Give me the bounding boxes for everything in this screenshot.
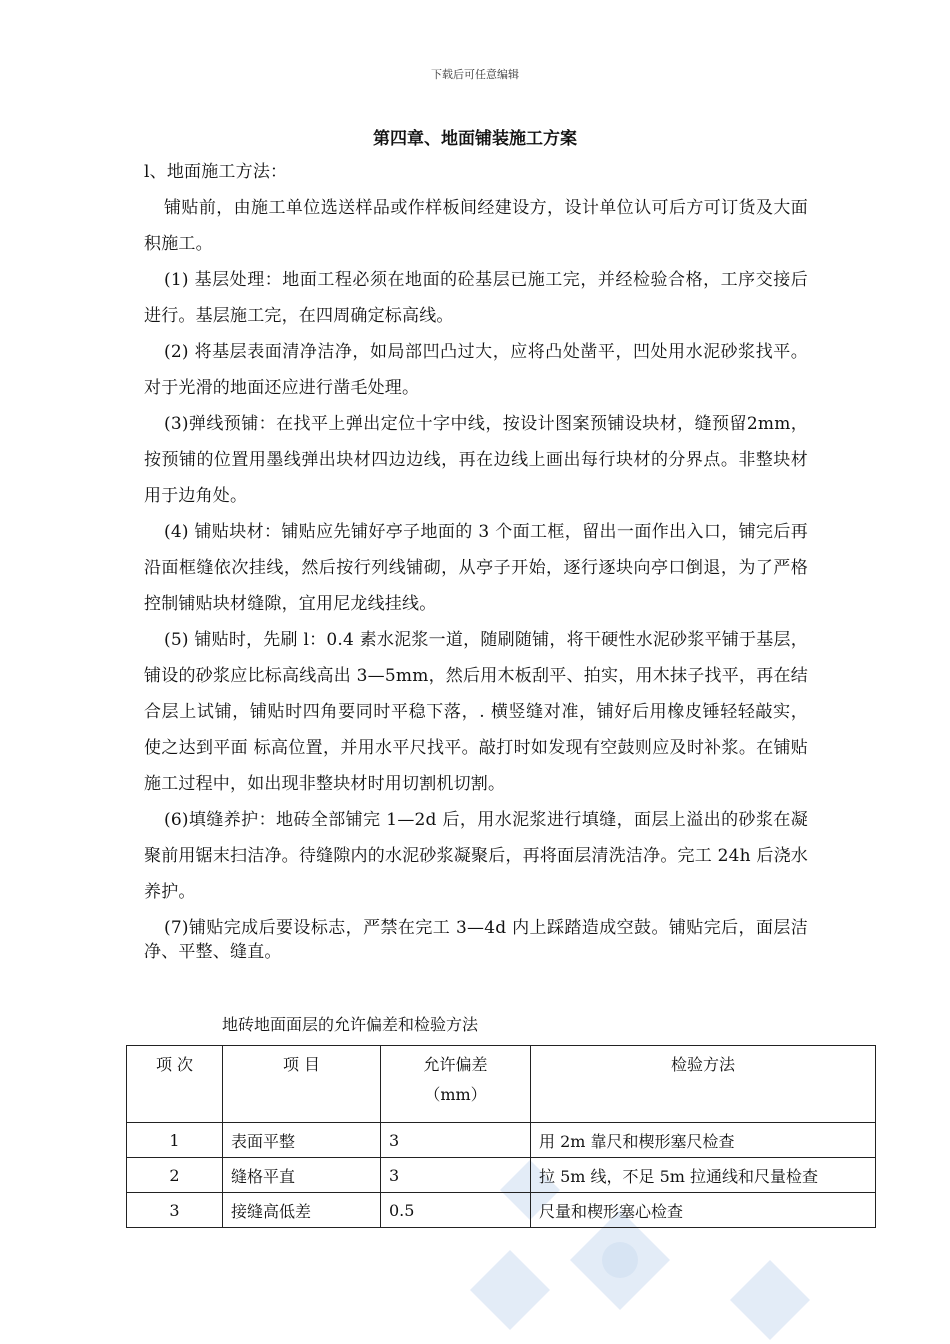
table-caption: 地砖地面面层的允许偏差和检验方法 <box>222 1015 479 1034</box>
header-index: 项 次 <box>127 1046 223 1123</box>
cell-method: 用 2m 靠尺和楔形塞尺检查 <box>531 1123 876 1158</box>
cell-tolerance: 3 <box>381 1158 531 1193</box>
paragraph: 铺贴前，由施工单位选送样品或作样板间经建设方，设计单位认可后方可订货及大面积施工。 <box>144 198 808 254</box>
table-header-row <box>127 1046 876 1123</box>
table-row <box>127 1158 876 1193</box>
cell-method: 拉 5m 线，不足 5m 拉通线和尺量检查 <box>531 1158 876 1193</box>
header-item: 项 目 <box>223 1046 381 1123</box>
cell-item: 接缝高低差 <box>223 1193 381 1228</box>
header-tolerance <box>381 1046 531 1123</box>
header-method: 检验方法 <box>531 1046 876 1123</box>
paragraph: (2) 将基层表面清净洁净，如局部凹凸过大，应将凸处凿平，凹处用水泥砂浆找平。对于光滑的地面还应进行凿毛处理。 <box>144 342 808 398</box>
cell-method: 尺量和楔形塞心检查 <box>531 1193 876 1228</box>
chapter-title: 第四章、地面铺装施工方案 <box>373 129 577 149</box>
cell-index: 3 <box>127 1193 223 1228</box>
cell-tolerance: 3 <box>381 1123 531 1158</box>
paragraph-method-heading: l、地面施工方法： <box>144 162 288 182</box>
paragraph: (4) 铺贴块材：铺贴应先铺好亭子地面的 3 个面工框，留出一面作出入口，铺完后再沿面框缝依次挂线，然后按行列线铺砌，从亭子开始，逐行逐块向亭口倒退，为了严格控制铺贴块材缝隙，宜用尼龙线挂线。 <box>144 522 808 614</box>
cell-item: 表面平整 <box>223 1123 381 1158</box>
cell-item: 缝格平直 <box>223 1158 381 1193</box>
header-tolerance-unit: （mm） <box>424 1085 487 1104</box>
paragraph: (3)弹线预铺：在找平上弹出定位十字中线，按设计图案预铺设块材，缝预留2mm，按预铺的位置用墨线弹出块材四边边线，再在边线上画出每行块材的分界点。非整块材用于边角处。 <box>144 414 808 506</box>
table-row <box>127 1123 876 1158</box>
body-text <box>144 154 808 964</box>
paragraph: (7)铺贴完成后要设标志，严禁在完工 3—4d 内上踩踏造成空鼓。铺贴完后，面层洁净、平整、缝直。 <box>144 918 808 962</box>
paragraph: (1) 基层处理：地面工程必须在地面的砼基层已施工完，并经检验合格，工序交接后进行。基层施工完，在四周确定标高线。 <box>144 270 808 326</box>
header-tolerance-label: 允许偏差 <box>423 1055 488 1074</box>
cell-index: 2 <box>127 1158 223 1193</box>
cell-index: 1 <box>127 1123 223 1158</box>
tolerance-table <box>126 1045 876 1228</box>
cell-tolerance: 0.5 <box>381 1193 531 1228</box>
table-row <box>127 1193 876 1228</box>
header-note: 下载后可任意编辑 <box>431 68 519 81</box>
paragraph: (6)填缝养护：地砖全部铺完 1—2d 后，用水泥浆进行填缝，面层上溢出的砂浆在凝聚前用锯末扫洁净。待缝隙内的水泥砂浆凝聚后，再将面层清洗洁净。完工 24h 后浇水养护。 <box>144 810 808 902</box>
paragraph: (5) 铺贴时，先刷 l：0.4 素水泥浆一道，随刷随铺，将干硬性水泥砂浆平铺于基层，铺设的砂浆应比标高线高出 3—5mm，然后用木板刮平、拍实，用木抹子找平，再在结合层上试铺，铺贴时四角要同时平稳下落，. 横竖缝对准，铺好后用橡皮锤轻轻敲实，使之达到平面 标高位置，并用水平尺找平。敲打时如发现有空鼓则应及时补浆。在铺贴施工过程中，如出现非整块材时用切割机切割。 <box>144 630 808 794</box>
